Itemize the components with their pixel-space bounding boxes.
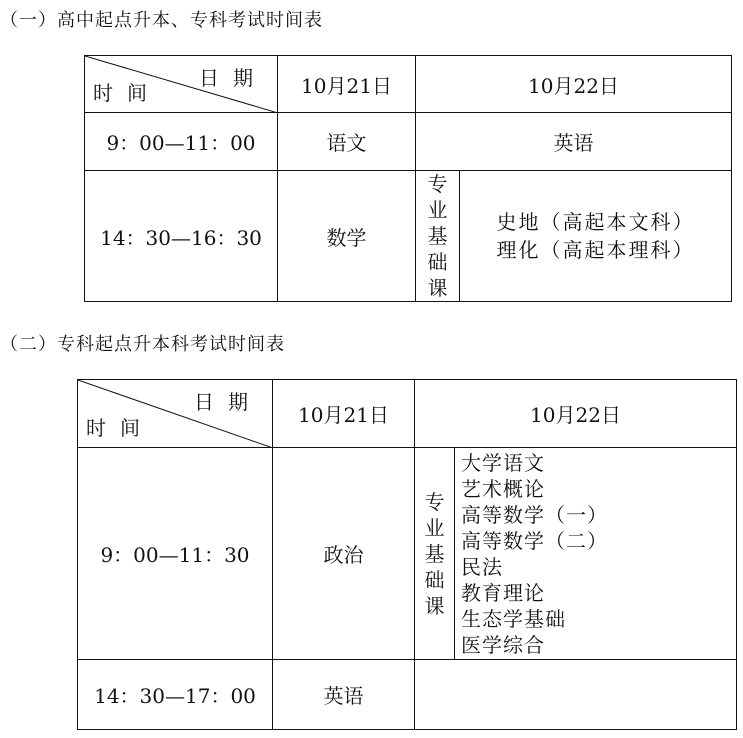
time-slot-afternoon: 14：30—16：30 [85,171,278,302]
category-label: 专业基础课 [424,489,445,618]
subject-item: 史地（高起本文科） [496,210,695,234]
section1-heading: （一）高中起点升本、专科考试时间表 [0,10,323,31]
exam-schedule-table-1 [84,55,732,302]
corner-header-cell [85,56,278,113]
date-header-day2: 10月22日 [415,380,737,448]
subject-item: 高等数学（二） [461,528,608,553]
subject-cell: 语文 [278,113,416,171]
subject-item: 艺术概论 [461,476,545,501]
category-label-vertical [415,448,455,660]
subject-cell [415,660,737,730]
time-slot-morning: 9：00—11：30 [78,448,273,660]
subject-cell: 英语 [416,113,732,171]
date-header-day1: 10月21日 [278,56,416,113]
subject-list-cell [460,171,732,302]
corner-header-cell [78,380,273,448]
subject-item: 医学综合 [461,632,545,657]
subject-item: 生态学基础 [461,606,566,631]
time-slot-morning: 9：00—11：00 [85,113,278,171]
subject-list-cell [455,448,737,660]
subject-cell: 政治 [273,448,415,660]
date-header-day2: 10月22日 [416,56,732,113]
subject-item: 理化（高起本理科） [496,238,695,262]
section2-heading: （二）专科起点升本科考试时间表 [0,334,285,355]
subject-cell: 数学 [278,171,416,302]
corner-time-label: 时间 [86,416,154,440]
category-label-vertical [416,171,460,302]
subject-item: 教育理论 [461,580,545,605]
subject-cell: 英语 [273,660,415,730]
subject-item: 高等数学（一） [461,502,608,527]
corner-date-label: 日期 [199,66,267,90]
corner-date-label: 日期 [194,390,262,414]
corner-time-label: 时间 [93,81,161,105]
category-label: 专业基础课 [427,172,448,300]
date-header-day1: 10月21日 [273,380,415,448]
subject-item: 大学语文 [461,450,545,475]
time-slot-afternoon: 14：30—17：00 [78,660,273,730]
subject-item: 民法 [461,554,503,579]
exam-schedule-table-2 [77,379,737,730]
